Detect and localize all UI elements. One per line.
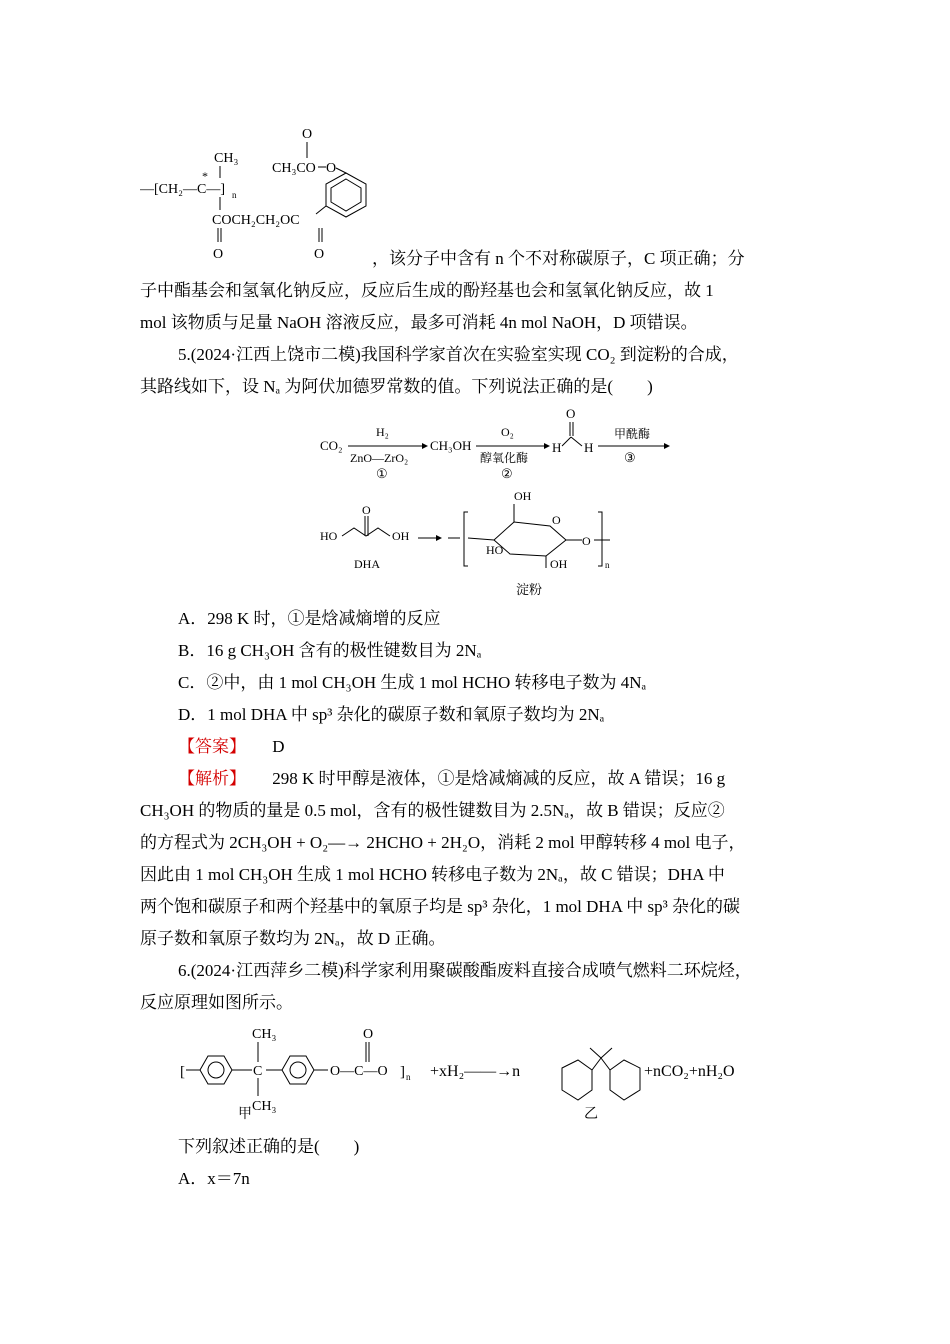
acetyl-group: CH₃CO <box>272 161 316 176</box>
q6-label-jia: 甲 <box>238 1107 252 1122</box>
dha-oh: OH <box>392 529 410 543</box>
q5-stem-line-2: 其路线如下，设 Nₐ 为阿伏加德罗常数的值。下列说法正确的是( ) <box>140 377 653 396</box>
q5-reaction-scheme <box>318 404 678 600</box>
q5-option-a: A．298 K 时，①是焓减熵增的反应 <box>178 609 441 628</box>
analysis-text-1: 298 K 时甲醇是液体，①是焓减熵减的反应，故 A 错误；16 g <box>272 769 726 788</box>
q5-analysis-line-4: 因此由 1 mol CH₃OH 生成 1 mol HCHO 转移电子数为 2Nₐ，故 C 错误；DHA 中 <box>140 865 725 884</box>
chiral-star: * <box>202 169 208 183</box>
analysis-label: 【解析】 <box>178 769 246 788</box>
q5-option-b: B．16 g CH₃OH 含有的极性键数目为 2Nₐ <box>178 641 482 660</box>
scheme-o2: O₂ <box>501 425 514 439</box>
q6-ch3-top: CH₃ <box>252 1027 277 1042</box>
scheme-h2: H₂ <box>376 425 389 439</box>
q6-reagent: +xH₂——→n <box>430 1063 521 1080</box>
hcho-o: O <box>566 406 576 421</box>
carbonyl-o-left: O <box>213 247 224 262</box>
q6-stem-line-2: 反应原理如图所示。 <box>140 993 293 1012</box>
q6-quaternary-c: C <box>253 1064 263 1079</box>
starch-bridge-o: O <box>582 534 591 548</box>
q6-reaction-scheme <box>180 1018 780 1124</box>
hcho-h-right: H <box>584 440 594 455</box>
polymer-n: n <box>232 190 237 200</box>
hcho-h-left: H <box>552 440 562 455</box>
starch-n: n <box>605 560 610 570</box>
answer-value: D <box>272 737 285 756</box>
q6-polymer-n: n <box>406 1072 411 1082</box>
cyclohexane-2 <box>610 1060 640 1100</box>
q6-question: 下列叙述正确的是( ) <box>178 1137 360 1156</box>
scheme-co2: CO₂ <box>320 438 343 453</box>
svg-text:]: ] <box>400 1064 405 1080</box>
starch-label: 淀粉 <box>516 582 543 597</box>
carbonyl-o-right: O <box>314 247 325 262</box>
dha-ho: HO <box>320 529 338 543</box>
q6-products: +nCO₂+nH₂O <box>644 1063 735 1080</box>
dha-o: O <box>362 503 371 517</box>
q5-analysis-line-5: 两个饱和碳原子和两个羟基中的氧原子均是 sp³ 杂化，1 mol DHA 中 sp³ 杂化的碳 <box>140 897 741 916</box>
q5-stem-line-1: 5.(2024·江西上饶市二模)我国科学家首次在实验室实现 CO₂ 到淀粉的合成， <box>178 345 739 364</box>
answer-label: 【答案】 <box>178 737 246 756</box>
phenyl-ring-1 <box>200 1056 232 1084</box>
scheme-enzyme-2: 甲酰酶 <box>614 427 651 441</box>
starch-oh-bottom: OH <box>550 557 568 571</box>
dha-label: DHA <box>354 557 380 571</box>
scheme-step-3: ③ <box>624 450 636 465</box>
q5-analysis-line-2: CH₃OH 的物质的量是 0.5 mol，含有的极性键数目为 2.5Nₐ，故 B 错误；反应② <box>140 801 725 820</box>
q6-carbonate: O—C—O <box>330 1064 388 1079</box>
q5-option-c: C．②中，由 1 mol CH₃OH 生成 1 mol HCHO 转移电子数为 4Nₐ <box>178 673 647 692</box>
q4-text-line-2: 子中酯基会和氢氧化钠反应，反应后生成的酚羟基也会和氢氧化钠反应，故 1 <box>140 281 714 300</box>
glucose-ring <box>494 522 566 556</box>
q5-analysis-line-1 <box>178 768 725 790</box>
ester-chain: COCH₂CH₂OC <box>212 213 300 228</box>
q4-text-line-1: ，该分子中含有 n 个不对称碳原子，C 项正确；分 <box>372 249 745 268</box>
svg-text:[: [ <box>180 1064 185 1080</box>
q5-analysis-line-3: 的方程式为 2CH₃OH + O₂—→ 2HCHO + 2H₂O，消耗 2 mol 甲醇转移 4 mol 电子， <box>140 833 746 852</box>
starch-oh-top: OH <box>514 489 532 503</box>
scheme-step-1: ① <box>376 466 388 481</box>
benzene-ring <box>326 173 366 217</box>
methyl-group: CH₃ <box>214 151 239 166</box>
scheme-catalyst: ZnO—ZrO₂ <box>350 451 409 465</box>
svg-text:O: O <box>326 161 337 176</box>
q6-stem-line-1: 6.(2024·江西萍乡二模)科学家利用聚碳酸酯废料直接合成喷气燃料二环烷烃， <box>178 961 752 980</box>
q5-analysis-line-6: 原子数和氧原子数均为 2Nₐ，故 D 正确。 <box>140 929 446 948</box>
q4-text-line-3: mol 该物质与足量 NaOH 溶液反应，最多可消耗 4n mol NaOH，D 项错误。 <box>140 313 698 332</box>
phenyl-ring-2 <box>282 1056 314 1084</box>
q5-answer-row <box>178 736 285 758</box>
starch-ho: HO <box>486 543 504 557</box>
q6-ch3-bottom: CH₃ <box>252 1099 277 1114</box>
scheme-step-2: ② <box>501 466 513 481</box>
top-carbonyl-o: O <box>302 127 313 142</box>
q6-option-a: A．x＝7n <box>178 1169 250 1188</box>
q5-option-d: D．1 mol DHA 中 sp³ 杂化的碳原子数和氧原子数均为 2Nₐ <box>178 705 605 724</box>
starch-ring-o: O <box>552 513 561 527</box>
q6-label-yi: 乙 <box>584 1107 598 1122</box>
polymer-chain: —[CH₂—C—] <box>140 182 225 197</box>
q4-polymer-structure <box>140 118 380 268</box>
scheme-enzyme-1: 醇氧化酶 <box>480 451 529 465</box>
q6-carbonate-o-top: O <box>363 1027 374 1042</box>
cyclohexane-1 <box>562 1060 592 1100</box>
scheme-ch3oh: CH₃OH <box>430 438 472 453</box>
